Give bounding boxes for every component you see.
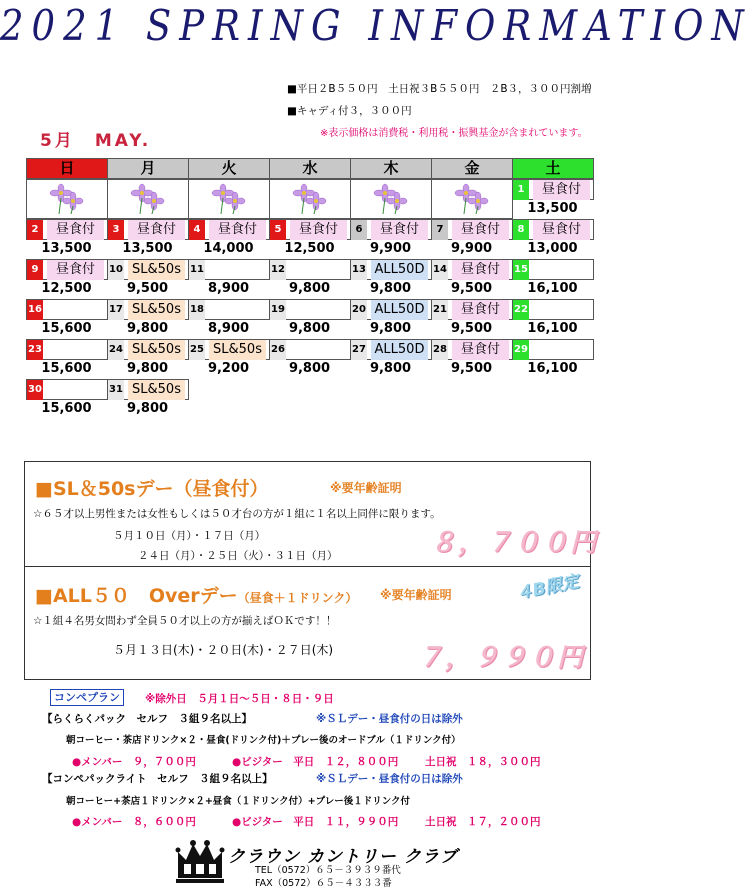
weekday-header: 月 [107, 158, 189, 179]
all50-price: ７，９９０円 [417, 643, 586, 673]
day-number: 12 [270, 260, 286, 280]
cosmos-flower-icon [456, 183, 488, 219]
page-title: 2021 SPRING INFORMATION [0, 0, 752, 51]
day-plan-label: 昼食付 [47, 260, 104, 280]
pack1-member-price: ●メンバー ９，７００円 [72, 756, 196, 768]
day-number: 13 [351, 260, 367, 280]
day-plan-label: 昼食付 [452, 300, 509, 320]
day-number: 27 [351, 340, 367, 360]
crown-logo-icon [174, 838, 226, 884]
day-price: 15,600 [41, 361, 92, 376]
all50-heading-wrap [35, 581, 357, 608]
calendar-day [431, 299, 513, 320]
all50-heading: ■ALL５０ Overデー [35, 585, 238, 607]
price-info-line1: ■平日２B５５０円 土日祝３B５５０円 ２B３，３００円割増 [287, 83, 592, 95]
calendar-day [269, 179, 351, 219]
day-number: 31 [108, 380, 124, 400]
compe-exclusion: ※除外日 ５月１日～５日・８日・９日 [145, 693, 334, 705]
day-price: 9,800 [126, 401, 169, 416]
day-price: 9,800 [369, 321, 412, 336]
all50-description: ☆１組４名男女問わず全員５０才以上の方が揃えばＯＫです！！ [33, 615, 337, 627]
price-info-line2: ■キャディ付３，３００円 [287, 105, 412, 117]
calendar-day [350, 299, 432, 320]
day-plan-label: 昼食付 [290, 220, 347, 240]
day-number: 4 [189, 220, 205, 240]
all50-heading-small: （昼食＋１ドリンク） [237, 591, 358, 605]
day-plan-label: 昼食付 [533, 180, 590, 200]
pack2-holiday-price: 土日祝 １７，２００円 [425, 816, 541, 828]
calendar-day [431, 339, 513, 360]
day-number: 29 [513, 340, 529, 360]
day-plan-label: SL&50s [128, 260, 185, 280]
day-number: 10 [108, 260, 124, 280]
calendar-day [431, 259, 513, 280]
day-plan-label: SL&50s [128, 300, 185, 320]
cosmos-flower-icon [213, 183, 245, 219]
day-price: 9,900 [369, 241, 412, 256]
day-plan-label: ALL50D [371, 340, 428, 360]
day-plan-label: 昼食付 [128, 220, 185, 240]
day-price: 8,900 [207, 321, 250, 336]
day-number: 22 [513, 300, 529, 320]
sl50-dates-2: ２４日（月）・２５日（火）・３１日（月） [138, 550, 338, 562]
day-price: 9,800 [126, 361, 169, 376]
day-plan-label: 昼食付 [452, 260, 509, 280]
calendar-day [107, 259, 189, 280]
day-price: 9,800 [288, 321, 331, 336]
all50-proof-note: ※要年齢証明 [380, 588, 452, 602]
day-plan-label: 昼食付 [533, 220, 590, 240]
day-price: 12,500 [284, 241, 335, 256]
day-price: 14,000 [203, 241, 254, 256]
pack2-title: 【コンペパックライト セルフ ３組９名以上】 [42, 773, 273, 785]
compe-plan-label: コンペプラン [50, 689, 124, 706]
day-price: 9,500 [450, 361, 493, 376]
day-number: 30 [27, 380, 43, 400]
day-plan-label: ALL50D [371, 300, 428, 320]
day-number: 23 [27, 340, 43, 360]
calendar-day [512, 219, 594, 240]
calendar-day [512, 299, 594, 320]
day-number: 9 [27, 260, 43, 280]
month-label: 5月 MAY. [40, 131, 152, 151]
calendar-day [107, 179, 189, 219]
calendar-day [188, 219, 270, 240]
calendar-day [107, 339, 189, 360]
sl50-panel [24, 461, 599, 568]
day-price: 8,900 [207, 281, 250, 296]
day-number: 8 [513, 220, 529, 240]
calendar-day [512, 179, 594, 200]
sl50-heading: ■SL＆50sデー（昼食付） [35, 478, 269, 500]
pack2-visitor-price: ●ビジター 平日 １１，９９０円 [232, 816, 399, 828]
day-plan-label: SL&50s [128, 340, 185, 360]
day-number: 28 [432, 340, 448, 360]
day-number: 3 [108, 220, 124, 240]
day-number: 6 [351, 220, 367, 240]
day-price: 9,500 [450, 281, 493, 296]
club-name: クラウン カントリー クラブ [228, 847, 458, 867]
calendar-day [26, 179, 108, 219]
calendar-day [107, 299, 189, 320]
day-number: 11 [189, 260, 205, 280]
day-number: 1 [513, 180, 529, 200]
calendar-day [107, 379, 189, 400]
sl50-price: ８，７００円 [430, 528, 599, 558]
day-number: 20 [351, 300, 367, 320]
day-number: 15 [513, 260, 529, 280]
footer-fax: FAX（0572）６５－４３３３番 [255, 878, 392, 889]
tax-note: ※表示価格は消費税・利用税・振興基金が含まれています。 [320, 128, 588, 139]
calendar-day [350, 339, 432, 360]
all50-badge: ４B限定 [514, 571, 581, 605]
day-price: 13,500 [41, 241, 92, 256]
cosmos-flower-icon [132, 183, 164, 219]
calendar-day [107, 219, 189, 240]
day-price: 9,500 [126, 281, 169, 296]
day-plan-label: 昼食付 [452, 220, 509, 240]
calendar-day [26, 339, 108, 360]
pack2-member-price: ●メンバー ８，６００円 [72, 816, 196, 828]
calendar-day [269, 259, 351, 280]
day-number: 21 [432, 300, 448, 320]
weekday-header: 木 [350, 158, 432, 179]
day-price: 13,000 [527, 241, 578, 256]
day-price: 9,800 [288, 281, 331, 296]
cosmos-flower-icon [51, 183, 83, 219]
day-price: 9,800 [288, 361, 331, 376]
calendar-day [188, 339, 270, 360]
day-number: 17 [108, 300, 124, 320]
pack2-note: ※ＳＬデー・昼食付の日は除外 [316, 773, 463, 785]
day-price: 13,500 [122, 241, 173, 256]
pack1-note: ※ＳＬデー・昼食付の日は除外 [316, 713, 463, 725]
weekday-header: 日 [26, 158, 108, 179]
weekday-header: 金 [431, 158, 513, 179]
day-price: 12,500 [41, 281, 92, 296]
pack2-content: 朝コーヒー+茶店１ドリンク×２+昼食（１ドリンク付）+プレー後１ドリンク付 [66, 796, 411, 807]
all50-dates: ５月１３日(木)・２０日(木)・２７日(木) [113, 643, 334, 657]
day-price: 9,800 [126, 321, 169, 336]
day-plan-label: SL&50s [128, 380, 185, 400]
day-plan-label: 昼食付 [452, 340, 509, 360]
calendar-day [431, 219, 513, 240]
calendar-day [26, 259, 108, 280]
cosmos-flower-icon [294, 183, 326, 219]
calendar-day [269, 219, 351, 240]
sl50-dates-1: ５月１０日（月）・１７日（月） [113, 530, 266, 542]
calendar-day [350, 179, 432, 219]
calendar-day [512, 339, 594, 360]
day-number: 18 [189, 300, 205, 320]
day-plan-label: 昼食付 [47, 220, 104, 240]
calendar-day [26, 379, 108, 400]
calendar-day [431, 179, 513, 219]
day-number: 26 [270, 340, 286, 360]
pack1-content: 朝コーヒー・茶店ドリンク×２・昼食(ドリンク付)＋プレー後のオードブル（１ドリンク付） [66, 735, 461, 746]
day-plan-label: ALL50D [371, 260, 428, 280]
day-number: 7 [432, 220, 448, 240]
calendar-day [350, 219, 432, 240]
calendar-day [26, 219, 108, 240]
day-price: 9,500 [450, 321, 493, 336]
day-number: 25 [189, 340, 205, 360]
calendar-day [188, 259, 270, 280]
pack1-visitor-price: ●ビジター 平日 １２，８００円 [232, 756, 399, 768]
calendar-day [188, 179, 270, 219]
all50-panel [24, 566, 591, 680]
calendar-day [512, 259, 594, 280]
day-number: 5 [270, 220, 286, 240]
day-price: 13,500 [527, 201, 578, 216]
day-price: 9,800 [369, 361, 412, 376]
calendar-day [269, 299, 351, 320]
day-number: 19 [270, 300, 286, 320]
day-price: 16,100 [527, 281, 578, 296]
day-price: 15,600 [41, 401, 92, 416]
day-price: 16,100 [527, 321, 578, 336]
cosmos-flower-icon [375, 183, 407, 219]
day-plan-label: 昼食付 [371, 220, 428, 240]
day-number: 24 [108, 340, 124, 360]
day-price: 16,100 [527, 361, 578, 376]
day-price: 15,600 [41, 321, 92, 336]
day-price: 9,800 [369, 281, 412, 296]
weekday-header: 火 [188, 158, 270, 179]
weekday-header: 土 [512, 158, 594, 179]
day-price: 9,200 [207, 361, 250, 376]
pack1-holiday-price: 土日祝 １８，３００円 [425, 756, 541, 768]
day-plan-label: SL&50s [209, 340, 266, 360]
day-plan-label: 昼食付 [209, 220, 266, 240]
pack1-title: 【らくらくパック セルフ ３組９名以上】 [42, 713, 252, 725]
sl50-proof-note: ※要年齢証明 [330, 481, 402, 495]
sl50-description: ☆６５才以上男性または女性もしくは５０才台の方が１組に１名以上同伴に限ります。 [33, 508, 441, 520]
day-number: 16 [27, 300, 43, 320]
weekday-header: 水 [269, 158, 351, 179]
day-number: 2 [27, 220, 43, 240]
calendar-day [350, 259, 432, 280]
calendar-day [188, 299, 270, 320]
calendar-day [26, 299, 108, 320]
day-number: 14 [432, 260, 448, 280]
calendar-day [269, 339, 351, 360]
day-price: 9,900 [450, 241, 493, 256]
footer-tel: TEL（0572）６５－３９３９番代 [255, 865, 401, 876]
